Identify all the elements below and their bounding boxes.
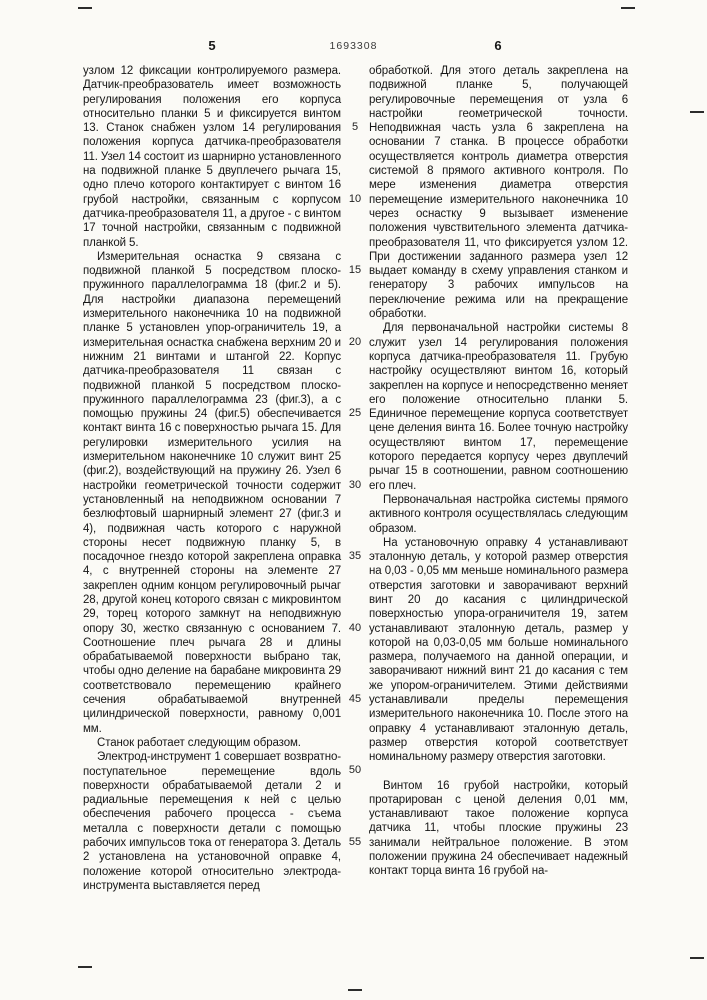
paragraph: Электрод-инструмент 1 совершает возвратно-поступательное перемещение вдоль поверхности обрабатываемой детали 2 и радиальные перемещения к ней с целью обеспечения рабочего процесса - съема металла с поверхности детали с помощью рабочих импульсов тока от генератора 3. Деталь 2 установлена на установочной оправке 4, положение которой относительно электрода-инструмента выставляется перед <box>83 751 341 892</box>
paragraph: На установочную оправку 4 устанавливают эталонную деталь, у которой размер отверстия на 0,03 - 0,05 мм меньше номинального размера отверстия заготовки и заворачивают верхний винт 20 до касания с цилиндрической поверхностью упора-ограничителя 19, затем устанавливают эталонную деталь, размер у которой на 0,03-0,05 мм больше номинального размера, получаемого на данной операции, и заворачивают нижний винт 21 до касания с тем же упором-ограничителем. Этими действиями устанавливали пределы перемещения измерительного наконечника 10. После этого на оправку 4 устанавливают эталонную деталь, размер отверстия которой соответствует номинальному размеру отверстия заготовки. <box>369 536 628 764</box>
document-number: 1693308 <box>329 40 378 52</box>
right-column <box>369 64 628 879</box>
page-number-right: 6 <box>494 38 502 53</box>
line-number: 35 <box>348 550 362 562</box>
paragraph: узлом 12 фиксации контролируемого размера. Датчик-преобразователь имеет возможность регулирования положения его корпуса относительно планки 5 и фиксируется винтом 13. Станок снабжен узлом 14 регулирования положения корпуса датчика-преобразователя 11. Узел 14 состоит из шарнирно установленного на подвижной планке 5 двуплечего рычага 15, одно плечо которого контактирует с винтом 16 грубой настройки, связанным с корпусом датчика-преобразователя 11, а другое - с винтом 17 точной настройки, связанным с подвижной планкой 5. <box>83 65 341 249</box>
line-number: 5 <box>351 121 359 133</box>
crop-mark <box>690 957 704 959</box>
crop-mark <box>621 7 635 9</box>
page-number-left: 5 <box>208 38 216 53</box>
line-number: 15 <box>348 264 362 276</box>
left-column <box>83 64 341 893</box>
line-number: 25 <box>348 407 362 419</box>
line-number: 45 <box>348 693 362 705</box>
paragraph: обработкой. Для этого деталь закреплена на подвижной планке 5, получающей регулировочные перемещения от узла 6 настройки геометрической точности. Неподвижная часть узла 6 закреплена на основании 7 станка. В процессе обработки осуществляется контроль диаметра отверстия системой 8 прямого активного контроля. По мере изменения диаметра отверстия перемещение измерительного наконечника 10 через оснастку 9 вызывает изменение положения чувствительного элемента датчика-преобразователя 11, что фиксируется узлом 12. При достижении заданного размера узел 12 выдает команду в схему управления станком и генератору 3 рабочих импульсов на переключение режима или на прекращение обработки. <box>369 65 628 321</box>
paragraph: Винтом 16 грубой настройки, который протарирован с ценой деления 0,01 мм, устанавливают такое положение корпуса датчика 11, чтобы плоские пружины 23 занимали нейтральное положение. В этом положении пружина 24 обеспечивает надежный контакт торца винта 16 грубой на- <box>369 779 628 878</box>
paragraph: Первоначальная настройка системы прямого активного контроля осуществлялась следующим образом. <box>369 493 628 535</box>
line-number: 30 <box>348 479 362 491</box>
crop-mark <box>78 7 92 9</box>
line-number: 10 <box>348 193 362 205</box>
paragraph: Для первоначальной настройки системы 8 служит узел 14 регулирования положения корпуса датчика-преобразователя 11. Грубую настройку осуществляют винтом 16, который закреплен на корпусе и непосредственно меняет его положение относительно планки 5. Единичное перемещение корпуса соответствует цене деления винта 16. Более точную настройку осуществляют винтом 17, перемещение которого передается корпусу через двуплечий рычаг 15 в соотношении, равном соотношению его плеч. <box>369 322 628 492</box>
line-number: 50 <box>348 764 362 776</box>
paragraph: Станок работает следующим образом. <box>97 736 301 749</box>
line-number: 40 <box>348 622 362 634</box>
crop-mark <box>690 111 704 113</box>
line-number: 55 <box>348 836 362 848</box>
line-number: 20 <box>348 336 362 348</box>
text-area <box>83 64 628 994</box>
paragraph: Измерительная оснастка 9 связана с подвижной планкой 5 посредством плоско-пружинного параллелограмма 18 (фиг.2 и 5). Для настройки диапазона перемещений измерительного наконечника 10 на подвижной планке 5 установлен упор-ограничитель 19, а измерительная оснастка снабжена верхним 20 и нижним 21 винтами и штангой 22. Корпус датчика-преобразователя 11 связан с подвижной планкой 5 посредством плоско-пружинного параллелограмма 23 (фиг.3), а с помощью пружины 24 (фиг.5) обеспечивается контакт винта 16 с поверхностью рычага 15. Для регулировки измерительного усилия на измерительном наконечнике 10 служит винт 25 (фиг.2), воздействующий на пружину 26. Узел 6 настройки геометрической точности содержит установленный на неподвижном основании 7 безлюфтовый шарнирный элемент 27 (фиг.3 и 4), подвижная часть которого с наружной стороны несет подвижную планку 5, в посадочное гнездо которой закреплена оправка 4, с внутренней стороны на элементе 27 закреплен одним концом регулировочный рычаг 28, другой конец которого связан с микровинтом 29, торец которого замкнут на неподвижную опору 30, жестко связанную с основанием 7. Соотношение плеч рычага 28 и длины обрабатываемой поверхности выбрано так, чтобы одно деление на барабане микровинта 29 соответствовало перемещению крайнего сечения обрабатываемой внутренней цилиндрической поверхности, равному 0,001 мм. <box>83 250 341 735</box>
